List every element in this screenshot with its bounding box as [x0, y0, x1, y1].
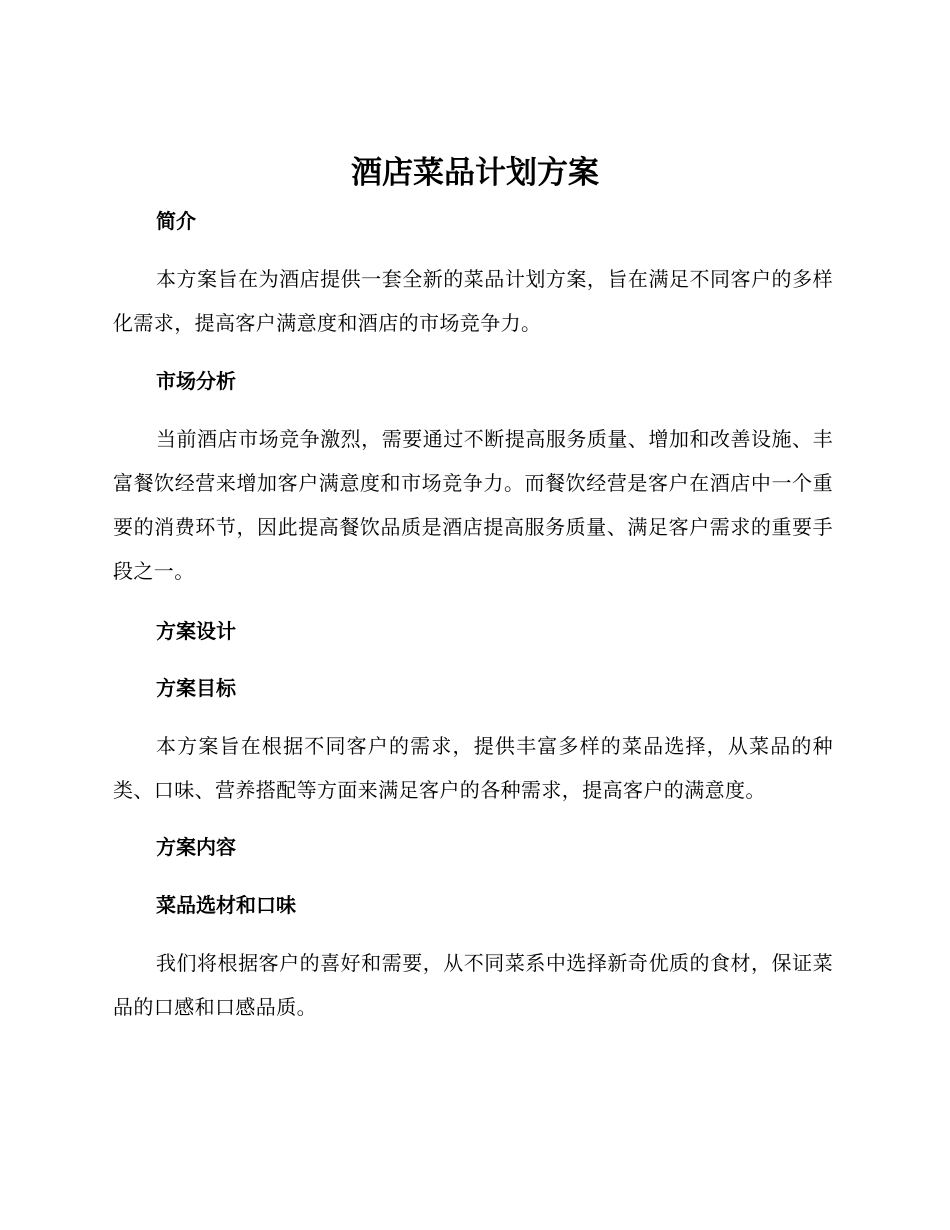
document-title: 酒店菜品计划方案 — [351, 155, 599, 191]
heading-market-analysis: 市场分析 — [156, 369, 236, 393]
paragraph-plan-goal: 本方案旨在根据不同客户的需求，提供丰富多样的菜品选择，从菜品的种类、口味、营养搭配等方面来满足客户的各种需求，提高客户的满意度。 — [113, 734, 833, 802]
paragraph-ingredients-taste: 我们将根据客户的喜好和需要，从不同菜系中选择新奇优质的食材，保证菜品的口感和口感品质。 — [113, 951, 833, 1019]
heading-plan-design: 方案设计 — [156, 619, 236, 643]
heading-ingredients-taste: 菜品选材和口味 — [156, 893, 296, 917]
heading-plan-goal: 方案目标 — [156, 676, 236, 700]
heading-plan-content: 方案内容 — [156, 835, 236, 859]
heading-intro: 简介 — [156, 209, 196, 233]
paragraph-market-analysis: 当前酒店市场竞争激烈，需要通过不断提高服务质量、增加和改善设施、丰富餐饮经营来增加客户满意度和市场竞争力。而餐饮经营是客户在酒店中一个重要的消费环节，因此提高餐饮品质是酒店提高服务质量、满足客户需求的重要手段之一。 — [113, 427, 833, 583]
paragraph-intro: 本方案旨在为酒店提供一套全新的菜品计划方案，旨在满足不同客户的多样化需求，提高客户满意度和酒店的市场竞争力。 — [113, 267, 833, 335]
